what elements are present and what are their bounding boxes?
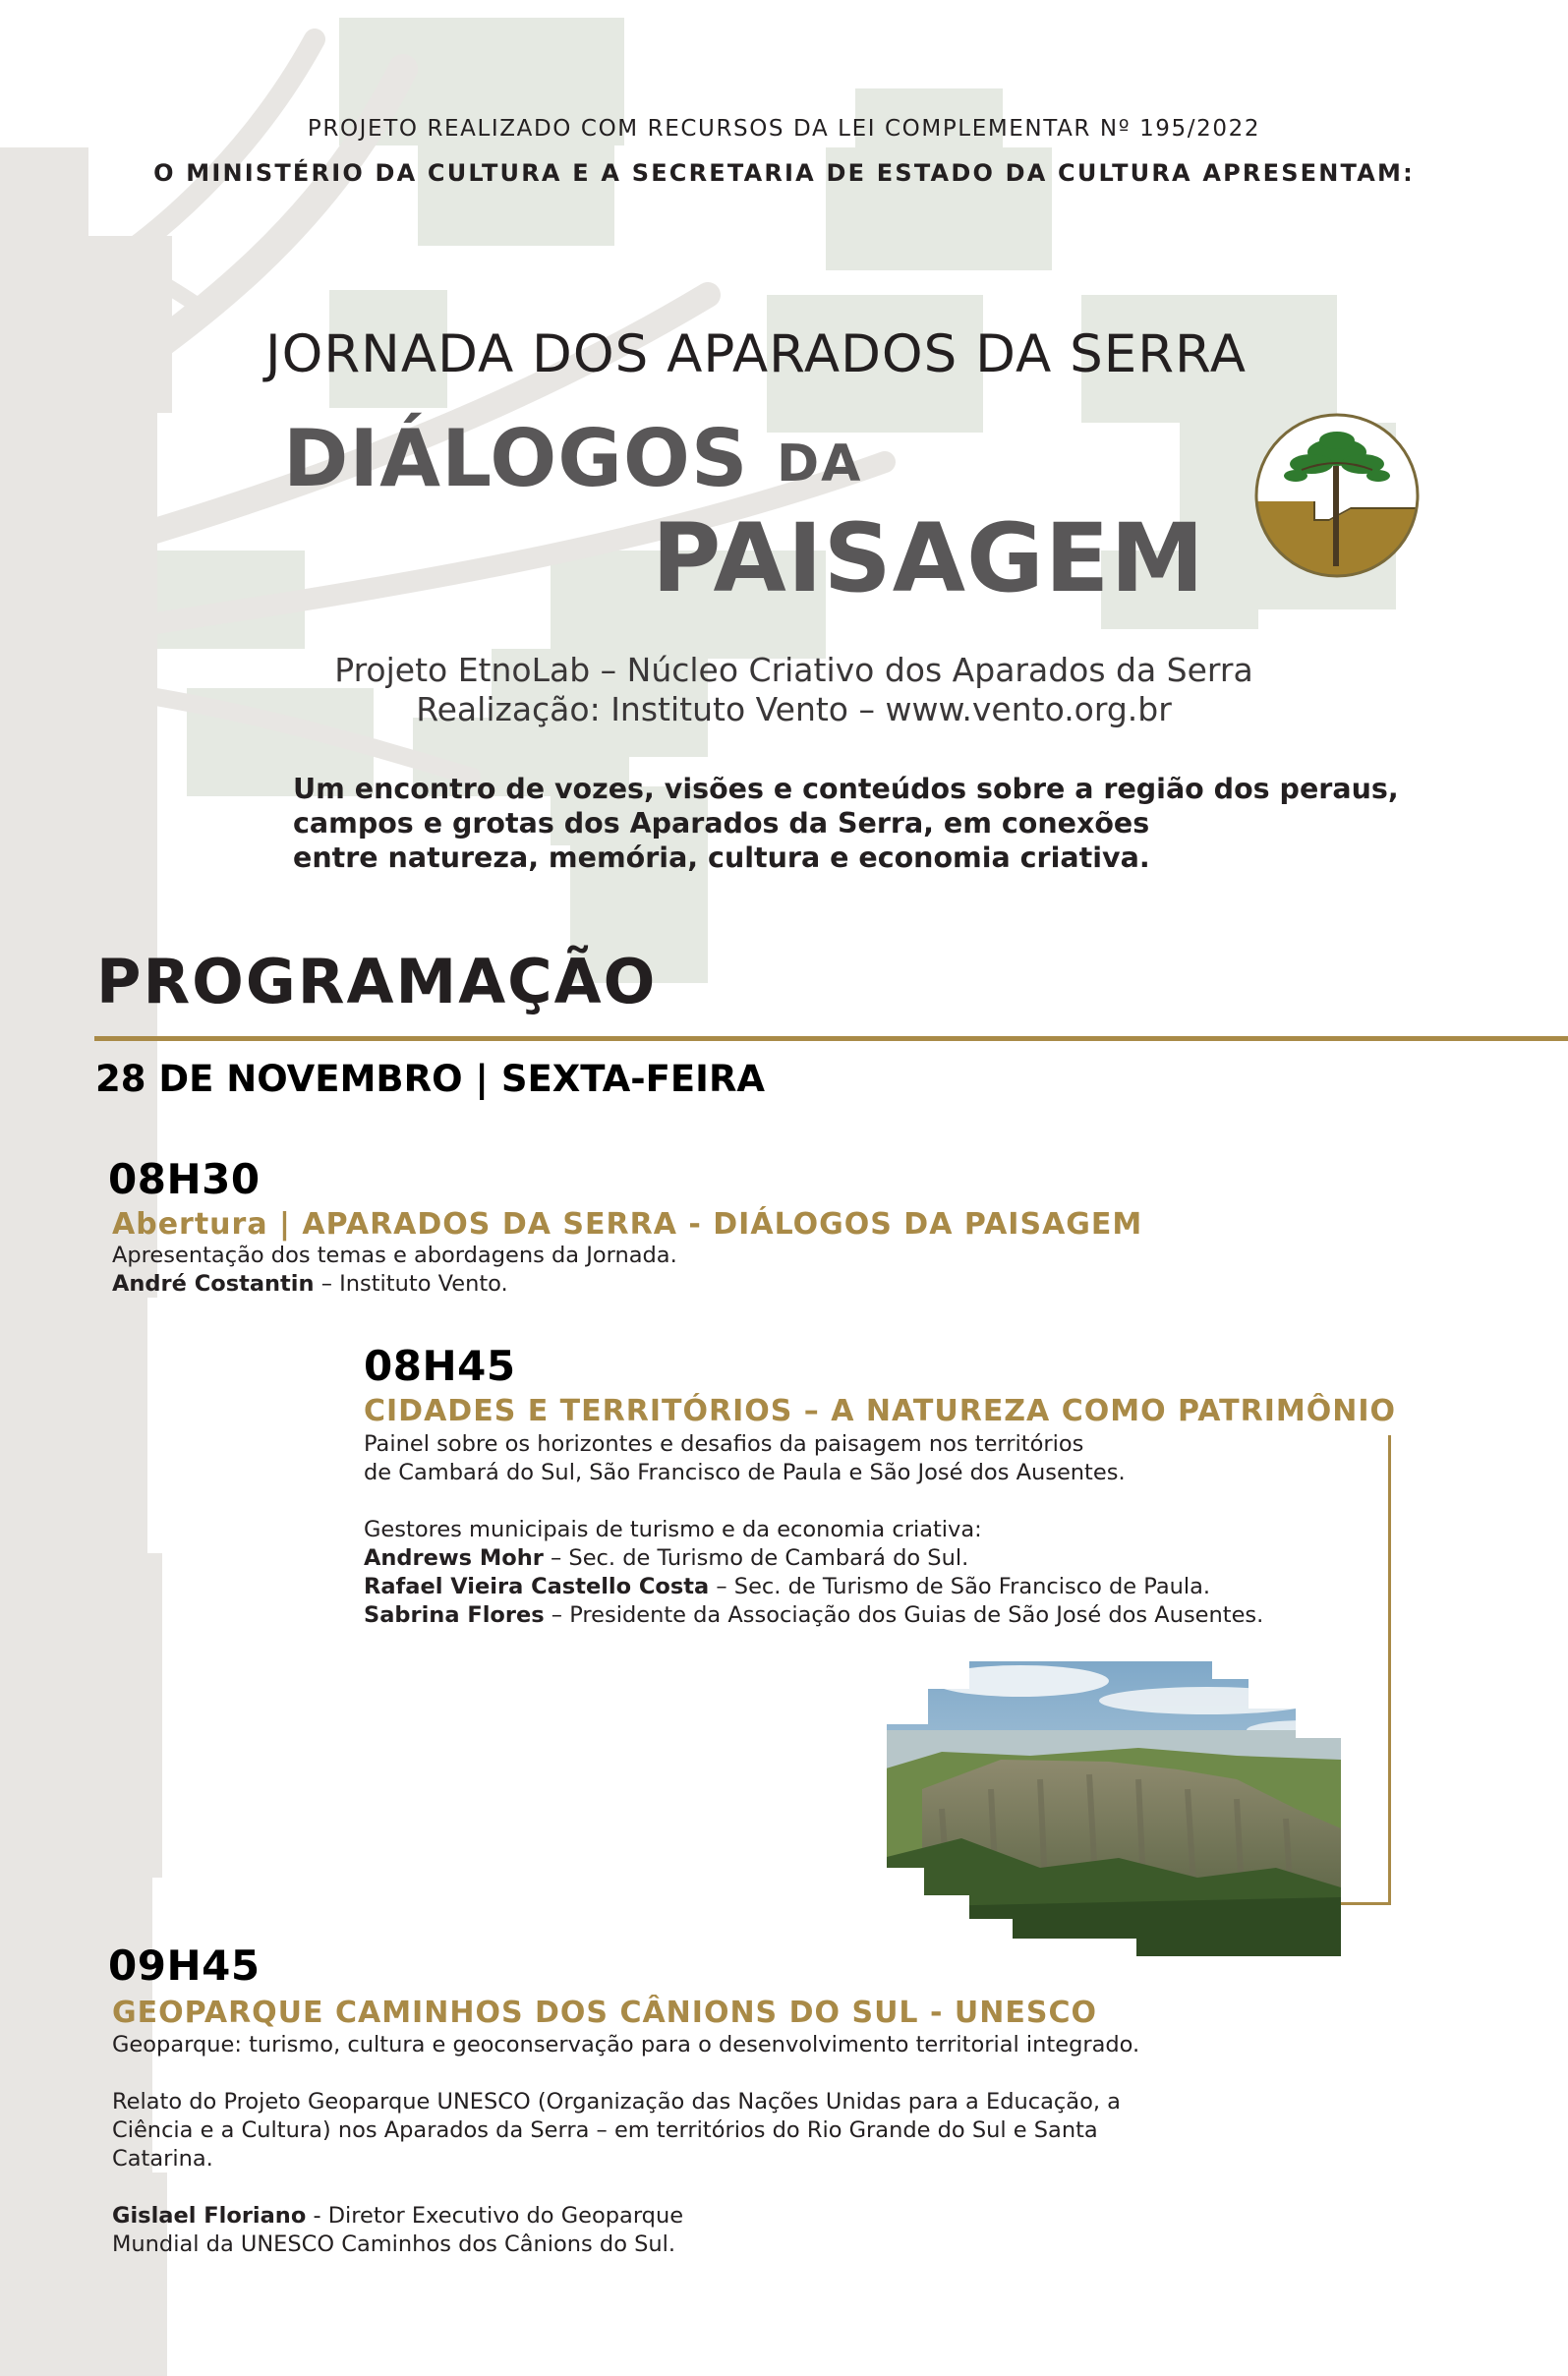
session-time: 09H45 <box>108 1941 261 1990</box>
intro-line: campos e grotas dos Aparados da Serra, em conexões <box>293 807 1150 840</box>
session-description <box>112 2031 1139 2259</box>
presenters-line: O MINISTÉRIO DA CULTURA E A SECRETARIA DE ESTADO DA CULTURA APRESENTAM: <box>153 159 1415 187</box>
main-title-paisagem: PAISAGEM <box>652 503 1205 613</box>
program-date: 28 DE NOVEMBRO | SEXTA-FEIRA <box>95 1058 766 1100</box>
session-desc-line: Painel sobre os horizontes e desafios da paisagem nos territórios <box>364 1431 1084 1457</box>
speaker-role: – Presidente da Associação dos Guias de São José dos Ausentes. <box>544 1602 1264 1628</box>
speaker-role: – Sec. de Turismo de São Francisco de Paula. <box>709 1574 1211 1599</box>
speaker-role: – Instituto Vento. <box>314 1271 508 1297</box>
session-desc-line: Geoparque: turismo, cultura e geoconservação para o desenvolvimento territorial integrado. <box>112 2032 1140 2057</box>
speaker-name: Rafael Vieira Castello Costa <box>364 1574 710 1599</box>
speaker-name: Sabrina Flores <box>364 1602 545 1628</box>
program-heading: PROGRAMAÇÃO <box>96 946 658 1017</box>
session-time: 08H45 <box>364 1342 516 1390</box>
session-description <box>112 1242 677 1299</box>
intro-line: entre natureza, memória, cultura e economia criativa. <box>293 841 1150 874</box>
bracket-line <box>1337 1902 1391 1905</box>
speaker-name: Gislael Floriano <box>112 2203 307 2229</box>
organizer-line: Realização: Instituto Vento – www.vento.org.br <box>416 690 1172 728</box>
speaker-line <box>112 2202 1139 2231</box>
sponsor-line: PROJETO REALIZADO COM RECURSOS DA LEI COMPLEMENTAR Nº 195/2022 <box>307 116 1261 142</box>
speaker-line <box>112 1270 677 1299</box>
session-desc-line: de Cambará do Sul, São Francisco de Paula e São José dos Ausentes. <box>364 1460 1126 1485</box>
intro-line: Um encontro de vozes, visões e conteúdos sobre a região dos peraus, <box>293 773 1399 805</box>
session-report-line: Catarina. <box>112 2146 213 2172</box>
session-desc-line: Apresentação dos temas e abordagens da Jornada. <box>112 1243 677 1268</box>
session-title: CIDADES E TERRITÓRIOS – A NATUREZA COMO PATRIMÔNIO <box>364 1394 1397 1428</box>
canyon-landscape-photo <box>883 1661 1341 1956</box>
session-time: 08H30 <box>108 1155 261 1203</box>
session-description <box>364 1430 1263 1630</box>
speaker-line <box>364 1544 1263 1573</box>
speaker-role: – Sec. de Turismo de Cambará do Sul. <box>543 1545 969 1571</box>
divider-rule <box>94 1036 1568 1041</box>
session-report-line: Ciência e a Cultura) nos Aparados da Serra – em territórios do Rio Grande do Sul e Santa <box>112 2117 1098 2143</box>
session-report-line: Relato do Projeto Geoparque UNESCO (Organização das Nações Unidas para a Educação, a <box>112 2089 1121 2115</box>
main-title-dialogos: DIÁLOGOS <box>283 413 749 504</box>
araucaria-canyon-logo <box>1252 411 1422 580</box>
speaker-line <box>364 1601 1263 1630</box>
project-line: Projeto EtnoLab – Núcleo Criativo dos Aparados da Serra <box>334 651 1253 689</box>
speaker-role: - Diretor Executivo do Geoparque <box>306 2203 684 2229</box>
speaker-role-continued: Mundial da UNESCO Caminhos dos Cânions do Sul. <box>112 2231 676 2257</box>
speaker-name: Andrews Mohr <box>364 1545 544 1571</box>
speakers-intro: Gestores municipais de turismo e da economia criativa: <box>364 1517 982 1542</box>
intro-paragraph <box>293 772 1399 875</box>
session-title: GEOPARQUE CAMINHOS DOS CÂNIONS DO SUL - UNESCO <box>112 1996 1097 2030</box>
session-title: Abertura | APARADOS DA SERRA - DIÁLOGOS DA PAISAGEM <box>112 1207 1143 1242</box>
speaker-name: André Costantin <box>112 1271 315 1297</box>
speaker-line <box>364 1573 1263 1601</box>
bracket-line <box>1388 1435 1391 1905</box>
main-title-da: DA <box>777 435 863 493</box>
event-title: JORNADA DOS APARADOS DA SERRA <box>265 324 1247 384</box>
